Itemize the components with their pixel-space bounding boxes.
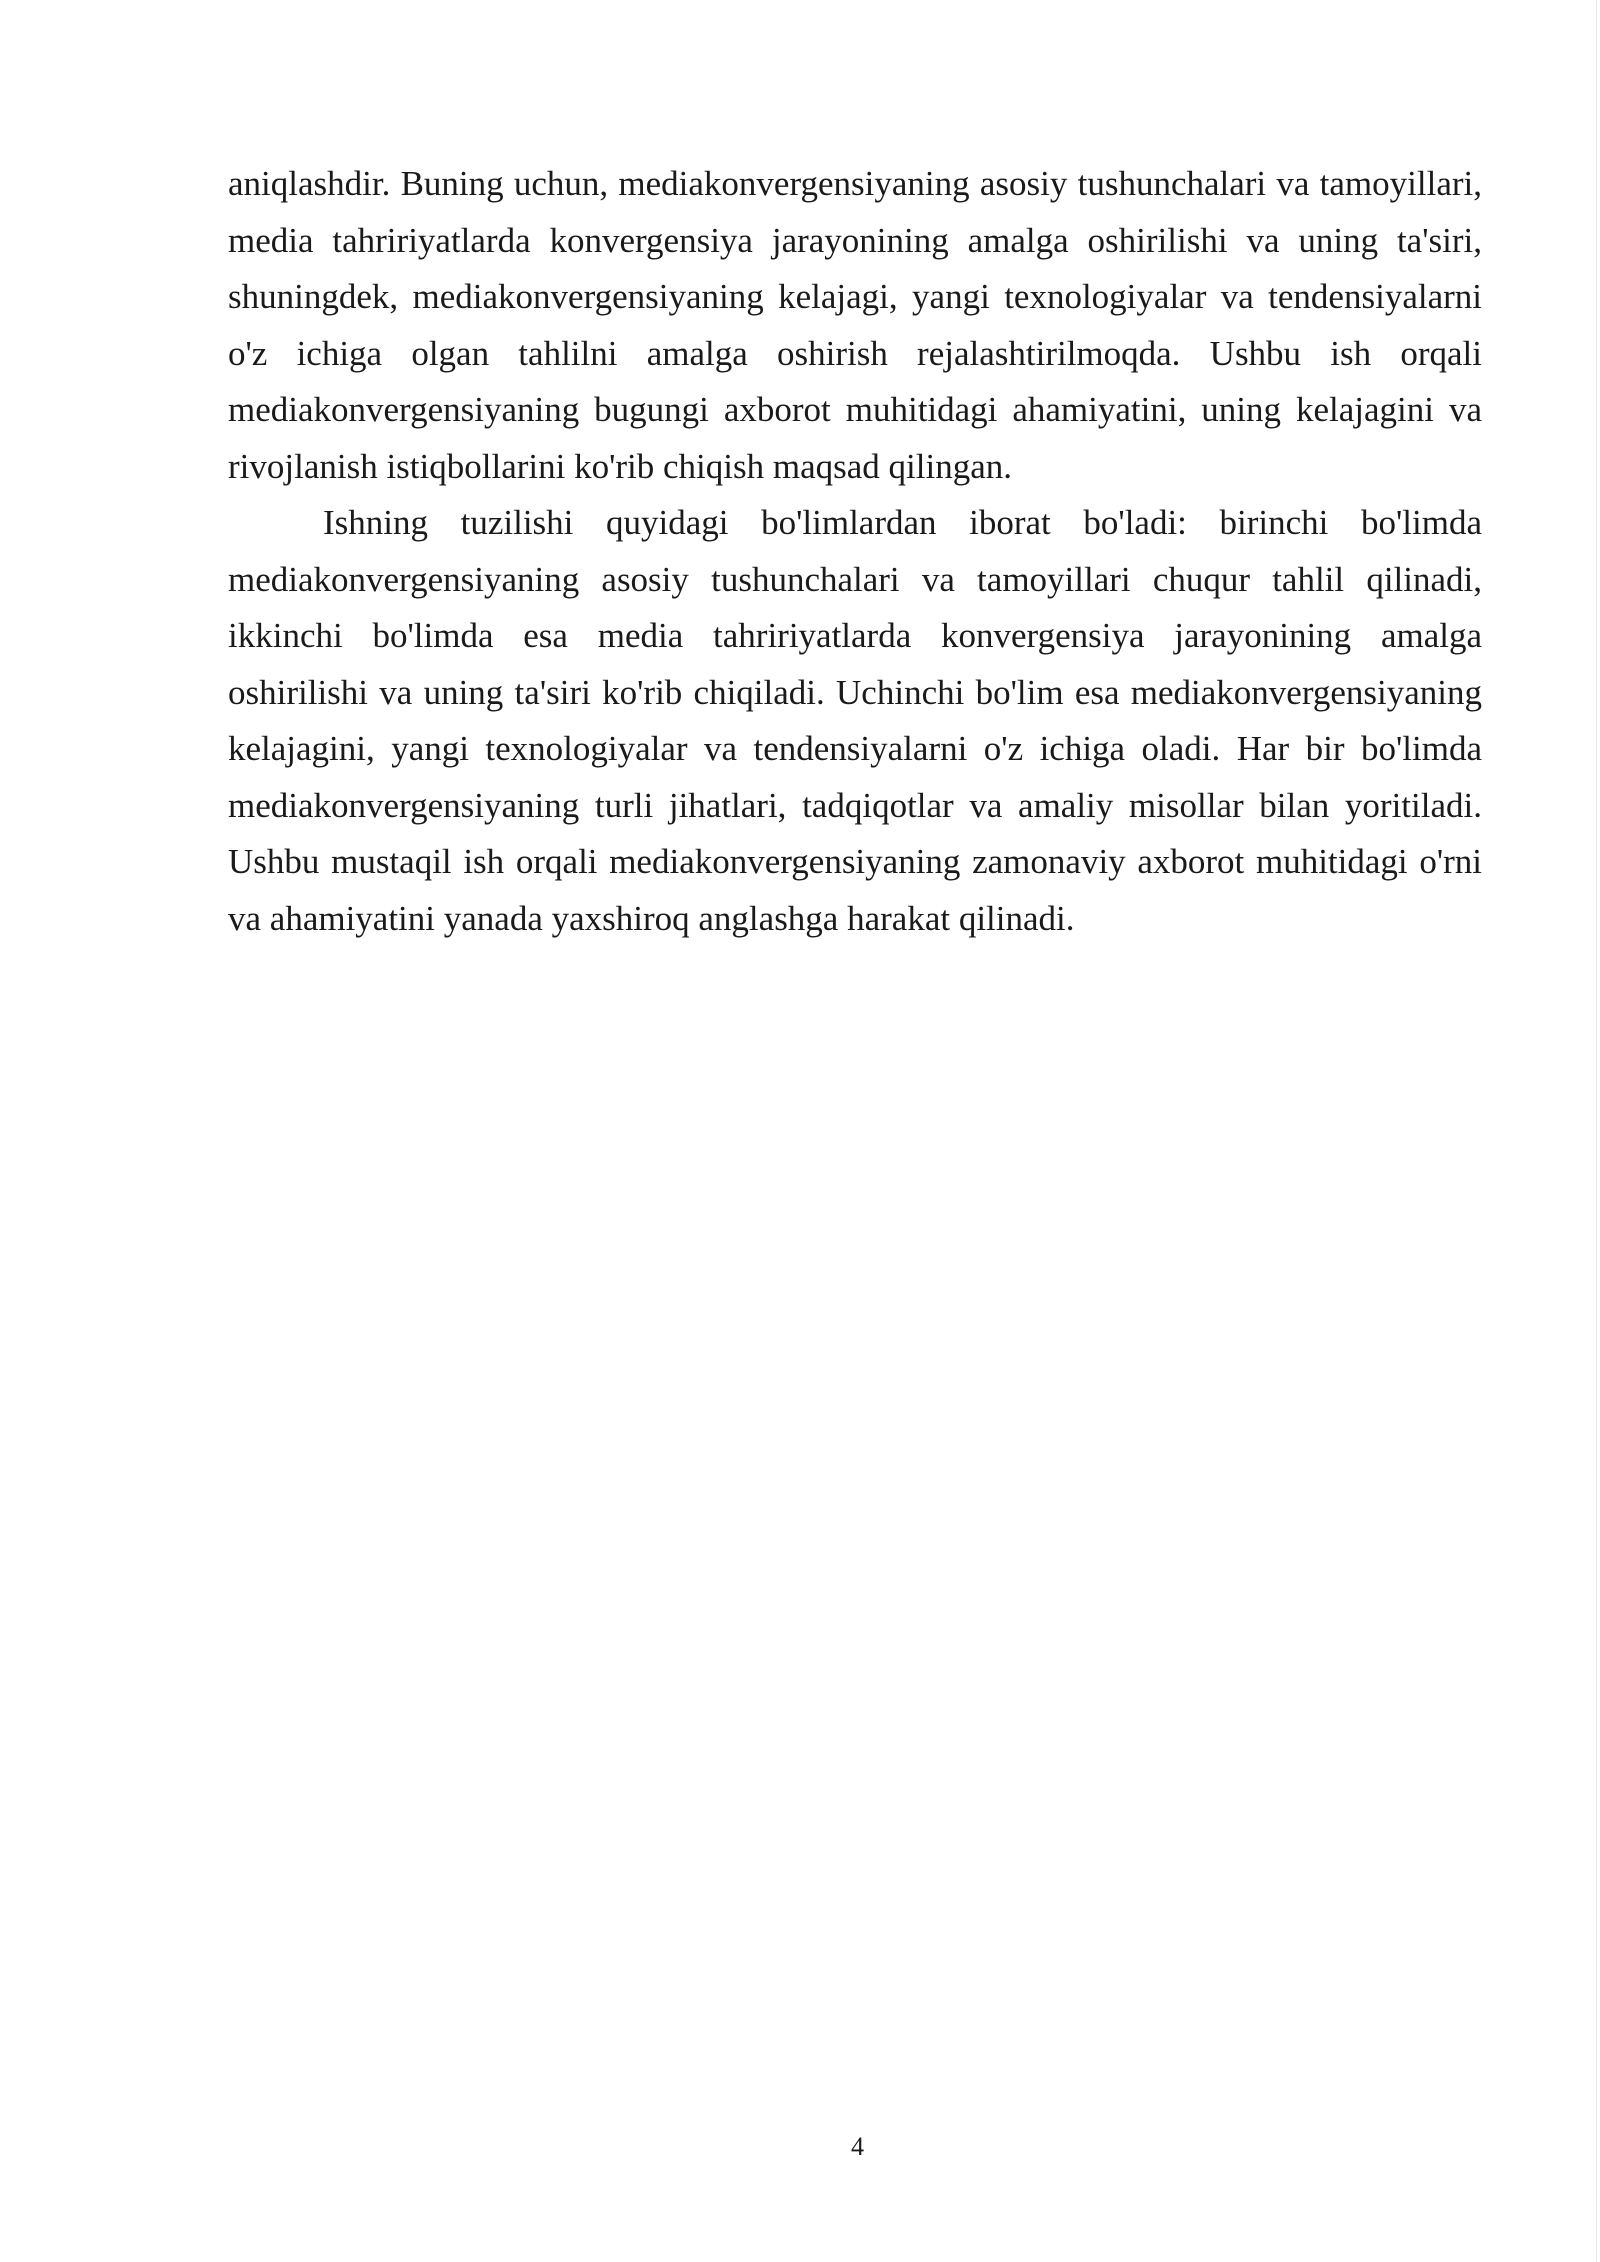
page-edge-line bbox=[1596, 0, 1597, 2262]
page-number: 4 bbox=[851, 2132, 864, 2161]
paragraph-structure: Ishning tuzilishi quyidagi bo'limlardan iborat bo'ladi: birinchi bo'limda mediakonvergensiyaning asosiy tushunchalari va tamoyillari chuqur tahlil qilinadi, ikkinchi bo'limda esa media tahririyatlarda konvergensiya jarayonining amalga oshirilishi va uning ta'siri ko'rib chiqiladi. Uchinchi bo'lim esa mediakonvergensiyaning kelajagini, yangi texnologiyalar va tendensiyalarni o'z ichiga oladi. Har bir bo'limda mediakonvergensiyaning turli jihatlari, tadqiqotlar va amaliy misollar bilan yoritiladi. Ushbu mustaqil ish orqali mediakonvergensiyaning zamonaviy axborot muhitidagi o'rni va ahamiyatini yanada yaxshiroq anglashga harakat qilinadi. bbox=[228, 503, 1482, 938]
body-text bbox=[228, 156, 1482, 947]
paragraph-continuation: aniqlashdir. Buning uchun, mediakonvergensiyaning asosiy tushunchalari va tamoyillari, media tahririyatlarda konvergensiya jarayonining amalga oshirilishi va uning ta'siri, shuningdek, mediakonvergensiyaning kelajagi, yangi texnologiyalar va tendensiyalarni o'z ichiga olgan tahlilni amalga oshirish rejalashtirilmoqda. Ushbu ish orqali mediakonvergensiyaning bugungi axborot muhitidagi ahamiyatini, uning kelajagini va rivojlanish istiqbollarini ko'rib chiqish maqsad qilingan. bbox=[228, 164, 1482, 486]
